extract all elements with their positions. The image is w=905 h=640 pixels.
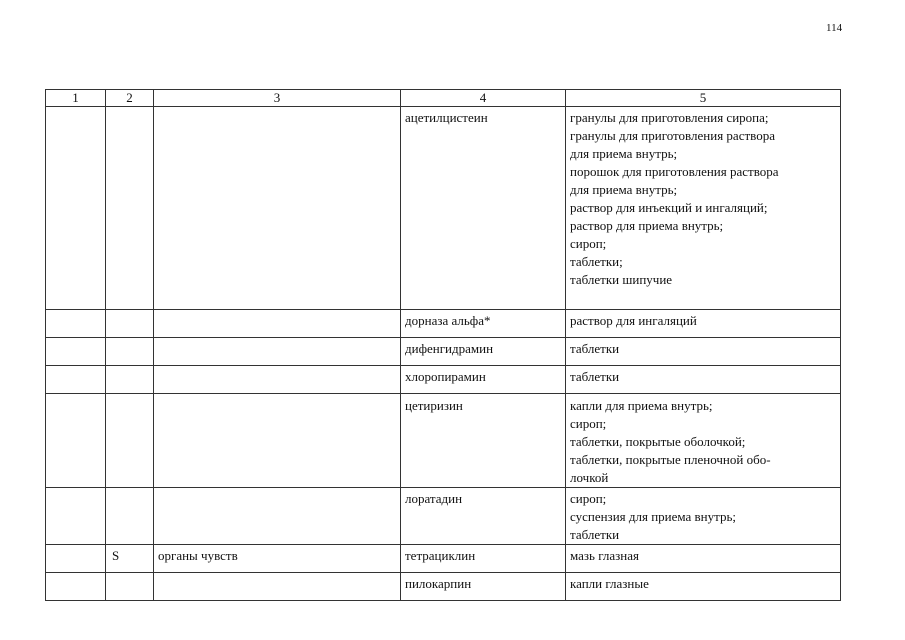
dosage-form-line: таблетки, покрытые оболочкой; (570, 434, 746, 449)
table-row (46, 394, 841, 488)
cell-anatomic-group (154, 394, 401, 488)
cell-col-1 (46, 545, 106, 573)
dosage-form-line: раствор для приема внутрь; (570, 218, 724, 233)
dosage-form-line: таблетки (570, 369, 620, 384)
table-row (46, 338, 841, 366)
cell-atc-code (106, 573, 154, 601)
cell-col-1 (46, 310, 106, 338)
cell-anatomic-group (154, 488, 401, 545)
dosage-form-line: таблетки (570, 527, 620, 542)
drug-table (45, 89, 841, 601)
dosage-form-line: мазь глазная (570, 548, 639, 563)
cell-anatomic-group (154, 338, 401, 366)
table-row (46, 366, 841, 394)
cell-drug-name: лоратадин (401, 488, 566, 545)
cell-atc-code (106, 338, 154, 366)
cell-drug-name: пилокарпин (401, 573, 566, 601)
cell-dosage-forms (566, 107, 841, 310)
dosage-form-line: таблетки шипучие (570, 272, 673, 287)
dosage-form-line: лочкой (570, 470, 609, 485)
dosage-form-line: суспензия для приема внутрь; (570, 509, 737, 524)
dosage-form-line: сироп; (570, 236, 607, 251)
dosage-form-line: таблетки; (570, 254, 623, 269)
cell-anatomic-group (154, 366, 401, 394)
cell-anatomic-group (154, 310, 401, 338)
cell-atc-code: S (106, 545, 154, 573)
cell-col-1 (46, 107, 106, 310)
cell-anatomic-group (154, 573, 401, 601)
cell-dosage-forms (566, 394, 841, 488)
dosage-form-line: таблетки, покрытые пленочной обо- (570, 452, 771, 467)
header-col-2: 2 (106, 90, 154, 107)
cell-atc-code (106, 394, 154, 488)
cell-dosage-forms (566, 338, 841, 366)
header-col-4: 4 (401, 90, 566, 107)
dosage-form-line: гранулы для приготовления раствора (570, 128, 775, 143)
dosage-form-line: капли для приема внутрь; (570, 398, 713, 413)
cell-anatomic-group: органы чувств (154, 545, 401, 573)
dosage-form-line: раствор для инъекций и ингаляций; (570, 200, 768, 215)
cell-drug-name: ацетилцистеин (401, 107, 566, 310)
cell-drug-name: дифенгидрамин (401, 338, 566, 366)
table-row (46, 107, 841, 310)
dosage-form-line: порошок для приготовления раствора (570, 164, 779, 179)
cell-col-1 (46, 394, 106, 488)
cell-dosage-forms (566, 310, 841, 338)
cell-col-1 (46, 366, 106, 394)
cell-atc-code (106, 107, 154, 310)
cell-anatomic-group (154, 107, 401, 310)
dosage-form-line: сироп; (570, 491, 607, 506)
cell-drug-name: дорназа альфа* (401, 310, 566, 338)
cell-col-1 (46, 573, 106, 601)
header-col-1: 1 (46, 90, 106, 107)
cell-drug-name: тетрациклин (401, 545, 566, 573)
dosage-form-line: капли глазные (570, 576, 649, 591)
dosage-form-line: для приема внутрь; (570, 182, 678, 197)
cell-dosage-forms (566, 366, 841, 394)
dosage-form-line: для приема внутрь; (570, 146, 678, 161)
cell-col-1 (46, 338, 106, 366)
table-row (46, 310, 841, 338)
header-col-5: 5 (566, 90, 841, 107)
cell-drug-name: цетиризин (401, 394, 566, 488)
cell-atc-code (106, 366, 154, 394)
dosage-form-line: таблетки (570, 341, 620, 356)
dosage-form-line: сироп; (570, 416, 607, 431)
dosage-form-line: гранулы для приготовления сиропа; (570, 110, 769, 125)
cell-atc-code (106, 488, 154, 545)
cell-dosage-forms (566, 488, 841, 545)
cell-dosage-forms (566, 545, 841, 573)
table-row (46, 488, 841, 545)
cell-atc-code (106, 310, 154, 338)
table-header-row (46, 90, 841, 107)
cell-dosage-forms (566, 573, 841, 601)
page-number: 114 (826, 22, 843, 34)
cell-col-1 (46, 488, 106, 545)
table-row (46, 545, 841, 573)
table-row (46, 573, 841, 601)
header-col-3: 3 (154, 90, 401, 107)
cell-drug-name: хлоропирамин (401, 366, 566, 394)
dosage-form-line: раствор для ингаляций (570, 313, 697, 328)
